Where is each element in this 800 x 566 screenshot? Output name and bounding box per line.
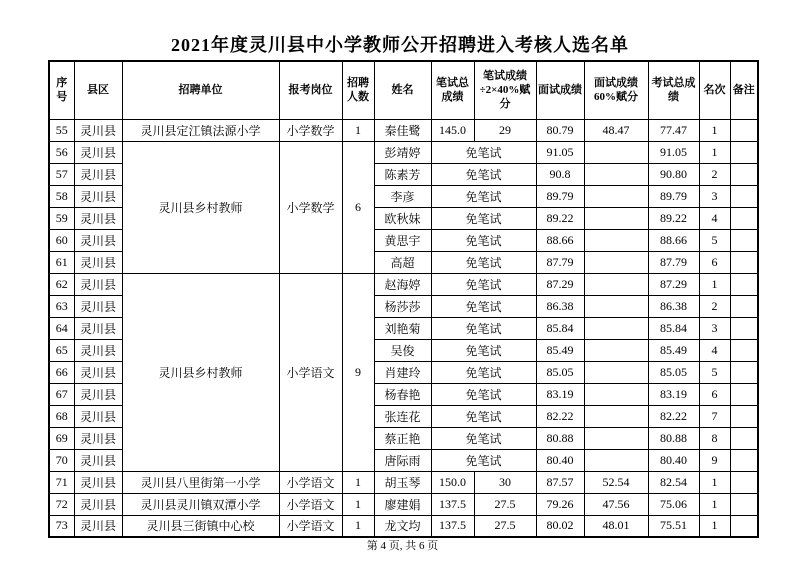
table-cell: 张连花 xyxy=(374,405,431,427)
table-cell: 灵川县乡村教师 xyxy=(122,273,279,471)
table-cell: 2 xyxy=(699,163,730,185)
table-cell: 80.88 xyxy=(536,427,584,449)
table-cell: 66 xyxy=(49,361,74,383)
table-cell: 灵川县 xyxy=(74,295,122,317)
table-cell: 8 xyxy=(699,427,730,449)
table-cell: 灵川县灵川镇双潭小学 xyxy=(122,493,279,515)
header-row xyxy=(49,61,758,119)
table-cell: 免笔试 xyxy=(431,141,536,163)
table-cell: 免笔试 xyxy=(431,383,536,405)
table-cell: 免笔试 xyxy=(431,295,536,317)
table-cell: 87.79 xyxy=(648,251,699,273)
table-cell: 77.47 xyxy=(648,119,699,141)
table-cell: 85.84 xyxy=(536,317,584,339)
table-cell: 6 xyxy=(342,141,374,273)
table-cell: 87.79 xyxy=(536,251,584,273)
table-cell: 灵川县 xyxy=(74,471,122,493)
page-title: 2021年度灵川县中小学教师公开招聘进入考核人选名单 xyxy=(171,35,629,55)
table-cell: 1 xyxy=(699,515,730,537)
table-cell: 87.29 xyxy=(648,273,699,295)
table-cell: 灵川县 xyxy=(74,427,122,449)
table-cell: 87.57 xyxy=(536,471,584,493)
table-cell: 57 xyxy=(49,163,74,185)
header-cell: 笔试总成绩 xyxy=(431,61,474,119)
table-cell: 灵川县八里街第一小学 xyxy=(122,471,279,493)
table-cell: 免笔试 xyxy=(431,163,536,185)
table-cell: 1 xyxy=(342,471,374,493)
table-cell: 灵川县 xyxy=(74,207,122,229)
table-cell: 灵川县 xyxy=(74,449,122,471)
table-cell: 85.49 xyxy=(648,339,699,361)
table-cell: 90.80 xyxy=(648,163,699,185)
table-cell: 73 xyxy=(49,515,74,537)
table-cell: 80.79 xyxy=(536,119,584,141)
table-cell: 68 xyxy=(49,405,74,427)
table-cell: 86.38 xyxy=(648,295,699,317)
table-cell: 小学语文 xyxy=(279,471,342,493)
table-cell: 免笔试 xyxy=(431,185,536,207)
table-cell: 85.49 xyxy=(536,339,584,361)
header-cell: 姓名 xyxy=(374,61,431,119)
table-cell xyxy=(730,427,758,449)
table-cell xyxy=(730,339,758,361)
table-cell: 灵川县 xyxy=(74,493,122,515)
table-cell xyxy=(730,185,758,207)
table-cell: 52.54 xyxy=(584,471,648,493)
table-cell: 2 xyxy=(699,295,730,317)
table-cell: 7 xyxy=(699,405,730,427)
table-header xyxy=(49,61,758,119)
table-row xyxy=(49,273,758,295)
table-cell: 免笔试 xyxy=(431,427,536,449)
table-cell: 灵川县 xyxy=(74,251,122,273)
table-cell: 杨莎莎 xyxy=(374,295,431,317)
table-cell: 灵川县 xyxy=(74,273,122,295)
table-cell: 灵川县 xyxy=(74,361,122,383)
header-cell: 备注 xyxy=(730,61,758,119)
table-cell: 89.79 xyxy=(648,185,699,207)
table-cell xyxy=(730,163,758,185)
table-cell xyxy=(584,405,648,427)
table-cell: 灵川县 xyxy=(74,229,122,251)
table-cell: 小学数学 xyxy=(279,141,342,273)
table-cell: 48.01 xyxy=(584,515,648,537)
table-cell: 80.40 xyxy=(648,449,699,471)
table-row xyxy=(49,141,758,163)
table-cell xyxy=(730,119,758,141)
table-cell xyxy=(730,361,758,383)
table-cell: 90.8 xyxy=(536,163,584,185)
table-cell xyxy=(584,185,648,207)
table-cell xyxy=(584,383,648,405)
header-cell: 面试成绩 xyxy=(536,61,584,119)
table-cell: 27.5 xyxy=(474,515,536,537)
table-cell: 小学语文 xyxy=(279,493,342,515)
table-cell: 137.5 xyxy=(431,515,474,537)
table-cell: 1 xyxy=(342,515,374,537)
table-cell xyxy=(584,339,648,361)
table-cell: 71 xyxy=(49,471,74,493)
table-cell: 灵川县 xyxy=(74,185,122,207)
table-cell: 胡玉琴 xyxy=(374,471,431,493)
table-cell: 唐际雨 xyxy=(374,449,431,471)
table-cell: 9 xyxy=(699,449,730,471)
table-cell: 82.22 xyxy=(536,405,584,427)
header-cell: 招聘单位 xyxy=(122,61,279,119)
table-cell: 60 xyxy=(49,229,74,251)
table-cell: 55 xyxy=(49,119,74,141)
table-cell: 80.02 xyxy=(536,515,584,537)
header-cell: 招聘人数 xyxy=(342,61,374,119)
table-cell: 79.26 xyxy=(536,493,584,515)
table-cell: 刘艳菊 xyxy=(374,317,431,339)
table-cell xyxy=(584,317,648,339)
table-cell: 59 xyxy=(49,207,74,229)
table-cell: 86.38 xyxy=(536,295,584,317)
table-cell: 89.79 xyxy=(536,185,584,207)
table-cell: 91.05 xyxy=(536,141,584,163)
table-cell: 陈素芳 xyxy=(374,163,431,185)
table-cell: 150.0 xyxy=(431,471,474,493)
table-cell: 85.05 xyxy=(648,361,699,383)
table-cell: 龙文均 xyxy=(374,515,431,537)
table-cell: 6 xyxy=(699,251,730,273)
table-cell: 3 xyxy=(699,317,730,339)
table-cell: 灵川县 xyxy=(74,405,122,427)
table-cell: 67 xyxy=(49,383,74,405)
table-cell: 黄思宇 xyxy=(374,229,431,251)
table-cell xyxy=(730,515,758,537)
table-cell: 免笔试 xyxy=(431,273,536,295)
table-cell: 灵川县 xyxy=(74,317,122,339)
table-cell: 肖建玲 xyxy=(374,361,431,383)
table-cell: 58 xyxy=(49,185,74,207)
table-cell xyxy=(730,207,758,229)
table-cell: 免笔试 xyxy=(431,251,536,273)
recruitment-roster-table xyxy=(48,60,759,538)
table-row xyxy=(49,493,758,515)
header-cell: 面试成绩60%赋分 xyxy=(584,61,648,119)
table-cell: 62 xyxy=(49,273,74,295)
table-cell: 灵川县 xyxy=(74,119,122,141)
header-cell: 考试总成绩 xyxy=(648,61,699,119)
table-cell: 27.5 xyxy=(474,493,536,515)
table-cell: 137.5 xyxy=(431,493,474,515)
table-cell: 4 xyxy=(699,339,730,361)
table-cell: 小学数学 xyxy=(279,119,342,141)
table-cell xyxy=(730,141,758,163)
table-cell: 75.51 xyxy=(648,515,699,537)
table-cell: 灵川县 xyxy=(74,141,122,163)
table-cell: 56 xyxy=(49,141,74,163)
table-cell xyxy=(730,405,758,427)
table-cell: 1 xyxy=(699,471,730,493)
table-cell: 70 xyxy=(49,449,74,471)
table-cell xyxy=(584,427,648,449)
table-cell: 小学语文 xyxy=(279,273,342,471)
table-cell: 灵川县 xyxy=(74,383,122,405)
table-cell: 88.66 xyxy=(648,229,699,251)
table-cell: 免笔试 xyxy=(431,449,536,471)
table-cell: 89.22 xyxy=(536,207,584,229)
table-cell: 1 xyxy=(699,493,730,515)
table-cell: 1 xyxy=(699,119,730,141)
table-cell: 48.47 xyxy=(584,119,648,141)
table-cell: 91.05 xyxy=(648,141,699,163)
table-cell: 83.19 xyxy=(648,383,699,405)
table-cell xyxy=(730,471,758,493)
table-cell: 88.66 xyxy=(536,229,584,251)
header-cell: 县区 xyxy=(74,61,122,119)
table-row xyxy=(49,471,758,493)
table-cell xyxy=(730,229,758,251)
header-cell: 名次 xyxy=(699,61,730,119)
table-cell: 1 xyxy=(342,119,374,141)
table-cell: 83.19 xyxy=(536,383,584,405)
table-cell xyxy=(730,383,758,405)
table-cell: 秦佳鹭 xyxy=(374,119,431,141)
table-cell xyxy=(584,163,648,185)
table-cell: 82.22 xyxy=(648,405,699,427)
table-cell: 小学语文 xyxy=(279,515,342,537)
table-cell: 彭靖婷 xyxy=(374,141,431,163)
table-cell: 63 xyxy=(49,295,74,317)
table-cell xyxy=(730,251,758,273)
table-cell: 高超 xyxy=(374,251,431,273)
table-cell: 89.22 xyxy=(648,207,699,229)
table-cell: 145.0 xyxy=(431,119,474,141)
table-cell xyxy=(584,295,648,317)
table-cell: 灵川县 xyxy=(74,163,122,185)
table-cell: 30 xyxy=(474,471,536,493)
table-cell: 72 xyxy=(49,493,74,515)
table-cell: 灵川县定江镇法源小学 xyxy=(122,119,279,141)
table-cell: 80.88 xyxy=(648,427,699,449)
table-cell: 杨春艳 xyxy=(374,383,431,405)
page-footer: 第 4 页, 共 6 页 xyxy=(366,540,439,552)
header-cell: 笔试成绩÷2×40%赋分 xyxy=(474,61,536,119)
table-cell: 1 xyxy=(699,141,730,163)
table-cell: 47.56 xyxy=(584,493,648,515)
header-cell: 报考岗位 xyxy=(279,61,342,119)
table-cell: 灵川县乡村教师 xyxy=(122,141,279,273)
table-cell: 85.84 xyxy=(648,317,699,339)
table-cell: 免笔试 xyxy=(431,405,536,427)
table-cell xyxy=(730,295,758,317)
table-cell: 1 xyxy=(342,493,374,515)
table-cell: 75.06 xyxy=(648,493,699,515)
table-cell xyxy=(584,361,648,383)
table-cell: 灵川县 xyxy=(74,515,122,537)
table-cell xyxy=(584,229,648,251)
table-cell: 欧秋妹 xyxy=(374,207,431,229)
table-cell: 免笔试 xyxy=(431,229,536,251)
table-cell: 吴俊 xyxy=(374,339,431,361)
table-cell: 9 xyxy=(342,273,374,471)
table-row xyxy=(49,515,758,537)
table-row xyxy=(49,119,758,141)
table-cell: 65 xyxy=(49,339,74,361)
table-cell: 免笔试 xyxy=(431,361,536,383)
table-cell: 64 xyxy=(49,317,74,339)
table-cell xyxy=(730,449,758,471)
table-cell: 69 xyxy=(49,427,74,449)
table-cell: 29 xyxy=(474,119,536,141)
table-cell xyxy=(584,141,648,163)
table-cell: 灵川县 xyxy=(74,339,122,361)
table-cell xyxy=(730,493,758,515)
table-cell xyxy=(730,273,758,295)
table-cell: 6 xyxy=(699,383,730,405)
table-cell: 灵川县三街镇中心校 xyxy=(122,515,279,537)
table-cell: 85.05 xyxy=(536,361,584,383)
table-cell: 免笔试 xyxy=(431,317,536,339)
table-cell: 3 xyxy=(699,185,730,207)
table-body xyxy=(49,119,758,537)
table-cell: 蔡正艳 xyxy=(374,427,431,449)
table-cell: 赵海婷 xyxy=(374,273,431,295)
table-cell xyxy=(584,251,648,273)
table-cell: 82.54 xyxy=(648,471,699,493)
table-cell: 免笔试 xyxy=(431,207,536,229)
table-cell: 4 xyxy=(699,207,730,229)
table-cell: 5 xyxy=(699,229,730,251)
header-cell: 序号 xyxy=(49,61,74,119)
table-cell: 5 xyxy=(699,361,730,383)
table-cell: 1 xyxy=(699,273,730,295)
table-cell xyxy=(730,317,758,339)
table-cell: 廖建娟 xyxy=(374,493,431,515)
table-cell xyxy=(584,207,648,229)
table-cell: 李彦 xyxy=(374,185,431,207)
table-cell: 80.40 xyxy=(536,449,584,471)
table-cell: 87.29 xyxy=(536,273,584,295)
table-cell xyxy=(584,449,648,471)
table-cell: 61 xyxy=(49,251,74,273)
table-cell: 免笔试 xyxy=(431,339,536,361)
table-cell xyxy=(584,273,648,295)
